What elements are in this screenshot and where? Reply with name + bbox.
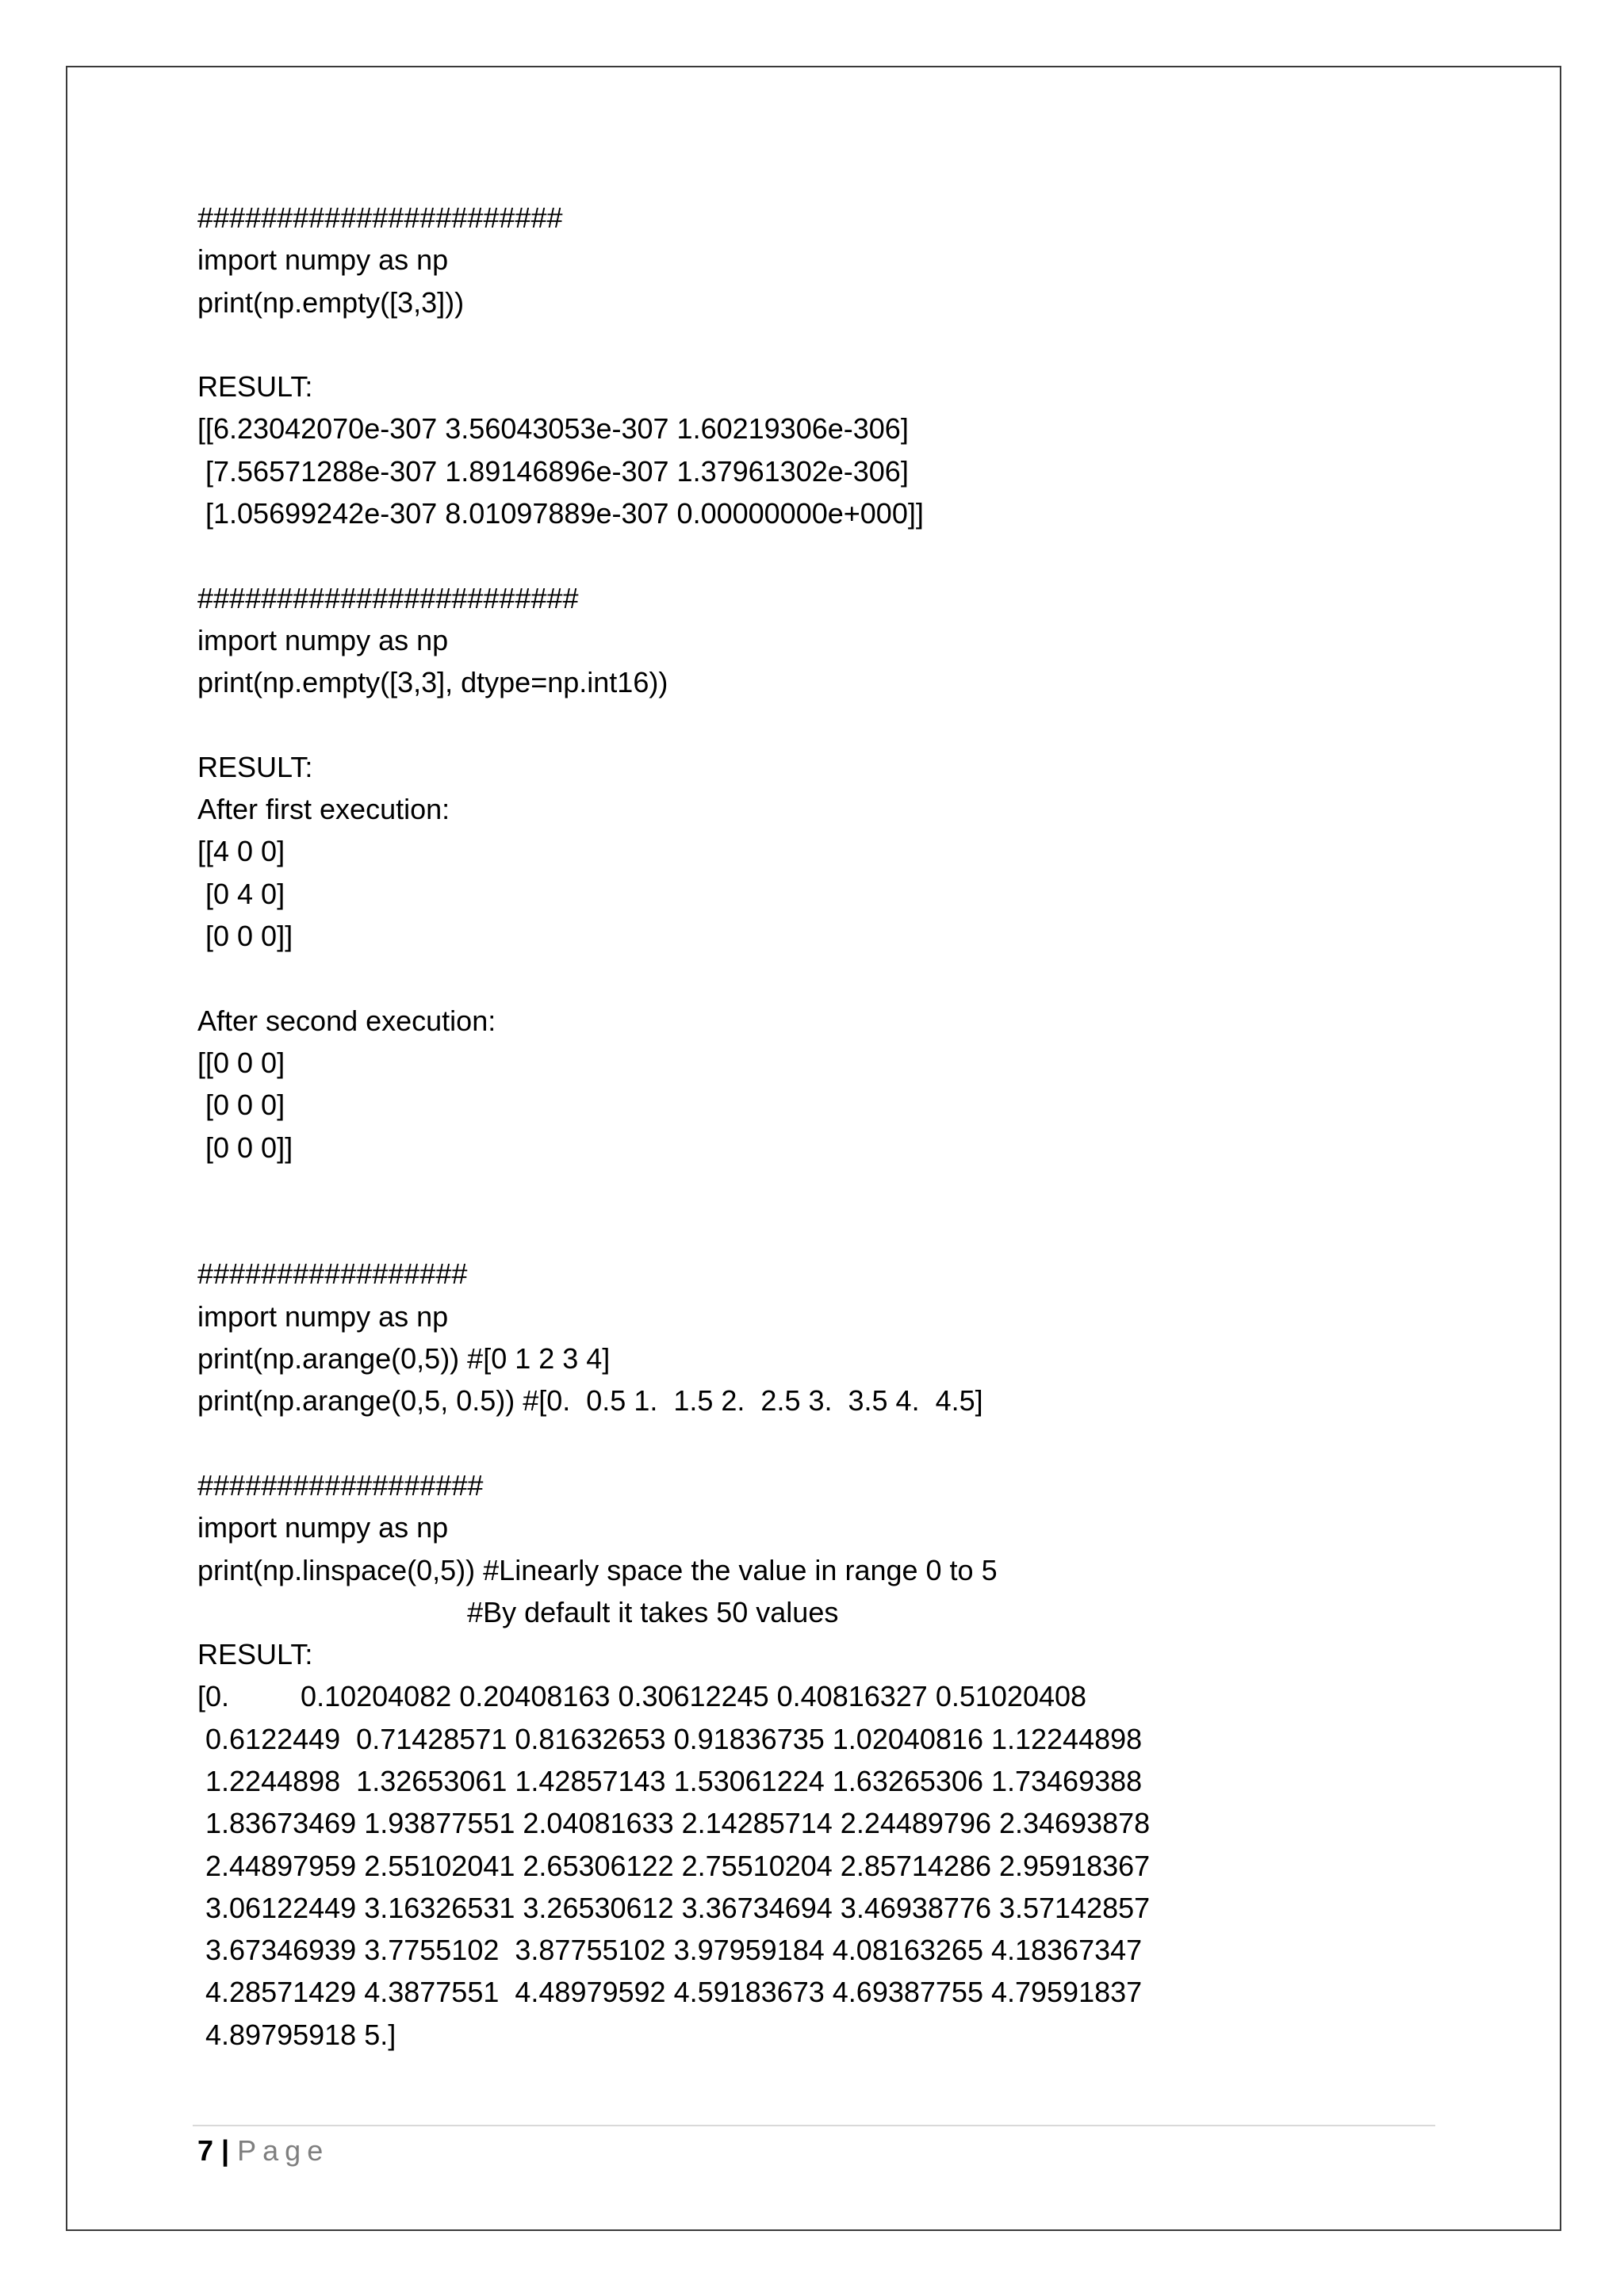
page-number: 7 — [197, 2134, 214, 2167]
text-line — [197, 1422, 1466, 1464]
text-line: [1.05699242e-307 8.01097889e-307 0.00000000e+000]] — [197, 497, 924, 530]
text-line: 0.6122449 0.71428571 0.81632653 0.91836735 1.02040816 1.12244898 — [197, 1722, 1143, 1755]
text-line: After first execution: — [197, 793, 450, 826]
text-line: 3.06122449 3.16326531 3.26530612 3.36734694 3.46938776 3.57142857 — [197, 1891, 1151, 1924]
text-line: print(np.empty([3,3], dtype=np.int16)) — [197, 666, 668, 699]
text-line: 4.28571429 4.3877551 4.48979592 4.59183673 4.69387755 4.79591837 — [197, 1976, 1143, 2009]
text-line: After second execution: — [197, 1004, 496, 1037]
text-line: 3.67346939 3.7755102 3.87755102 3.97959184 4.08163265 4.18367347 — [197, 1934, 1143, 1967]
text-line: [0. 0.10204082 0.20408163 0.30612245 0.40816327 0.51020408 — [197, 1680, 1087, 1713]
document-body — [197, 197, 1466, 2056]
text-line: ####################### — [197, 201, 563, 234]
text-line — [197, 1211, 1466, 1253]
text-line: import numpy as np — [197, 1511, 449, 1544]
text-line: 4.89795918 5.] — [197, 2018, 396, 2051]
text-line — [197, 534, 1466, 576]
text-line: [[0 0 0] — [197, 1046, 285, 1079]
text-line: ######################## — [197, 581, 579, 614]
text-line: [[4 0 0] — [197, 835, 285, 868]
text-line: import numpy as np — [197, 1299, 449, 1333]
text-line: [0 0 0]] — [197, 920, 293, 953]
text-line: import numpy as np — [197, 623, 449, 656]
text-line: RESULT: — [197, 1638, 313, 1671]
text-line: import numpy as np — [197, 243, 449, 277]
text-line: [0 0 0] — [197, 1089, 285, 1122]
text-line: print(np.empty([3,3])) — [197, 285, 465, 319]
text-line: #By default it takes 50 values — [197, 1595, 839, 1628]
text-line: [0 4 0] — [197, 877, 285, 910]
text-line: print(np.arange(0,5, 0.5)) #[0. 0.5 1. 1.5 2. 2.5 3. 3.5 4. 4.5] — [197, 1384, 983, 1418]
text-line: 1.83673469 1.93877551 2.04081633 2.14285714 2.24489796 2.34693878 — [197, 1807, 1151, 1840]
text-line: RESULT: — [197, 750, 313, 783]
page-label: Page — [237, 2134, 330, 2167]
page-separator: | — [221, 2134, 230, 2167]
text-line: ################# — [197, 1257, 468, 1291]
text-line: print(np.linspace(0,5)) #Linearly space the value in range 0 to 5 — [197, 1553, 998, 1586]
text-line: 2.44897959 2.55102041 2.65306122 2.75510204 2.85714286 2.95918367 — [197, 1849, 1151, 1882]
text-line — [197, 1169, 1466, 1211]
text-line: print(np.arange(0,5)) #[0 1 2 3 4] — [197, 1342, 611, 1376]
footer-divider — [193, 2125, 1435, 2126]
text-line: [[6.23042070e-307 3.56043053e-307 1.60219306e-306] — [197, 412, 909, 446]
text-line: [0 0 0]] — [197, 1131, 293, 1164]
text-line: ################## — [197, 1468, 484, 1502]
text-line — [197, 957, 1466, 999]
text-line: 1.2244898 1.32653061 1.42857143 1.53061224 1.63265306 1.73469388 — [197, 1764, 1143, 1797]
text-line: RESULT: — [197, 370, 313, 404]
text-line: [7.56571288e-307 1.89146896e-307 1.37961302e-306] — [197, 454, 909, 488]
text-line — [197, 323, 1466, 365]
page-footer — [197, 2131, 329, 2171]
text-line — [197, 704, 1466, 746]
